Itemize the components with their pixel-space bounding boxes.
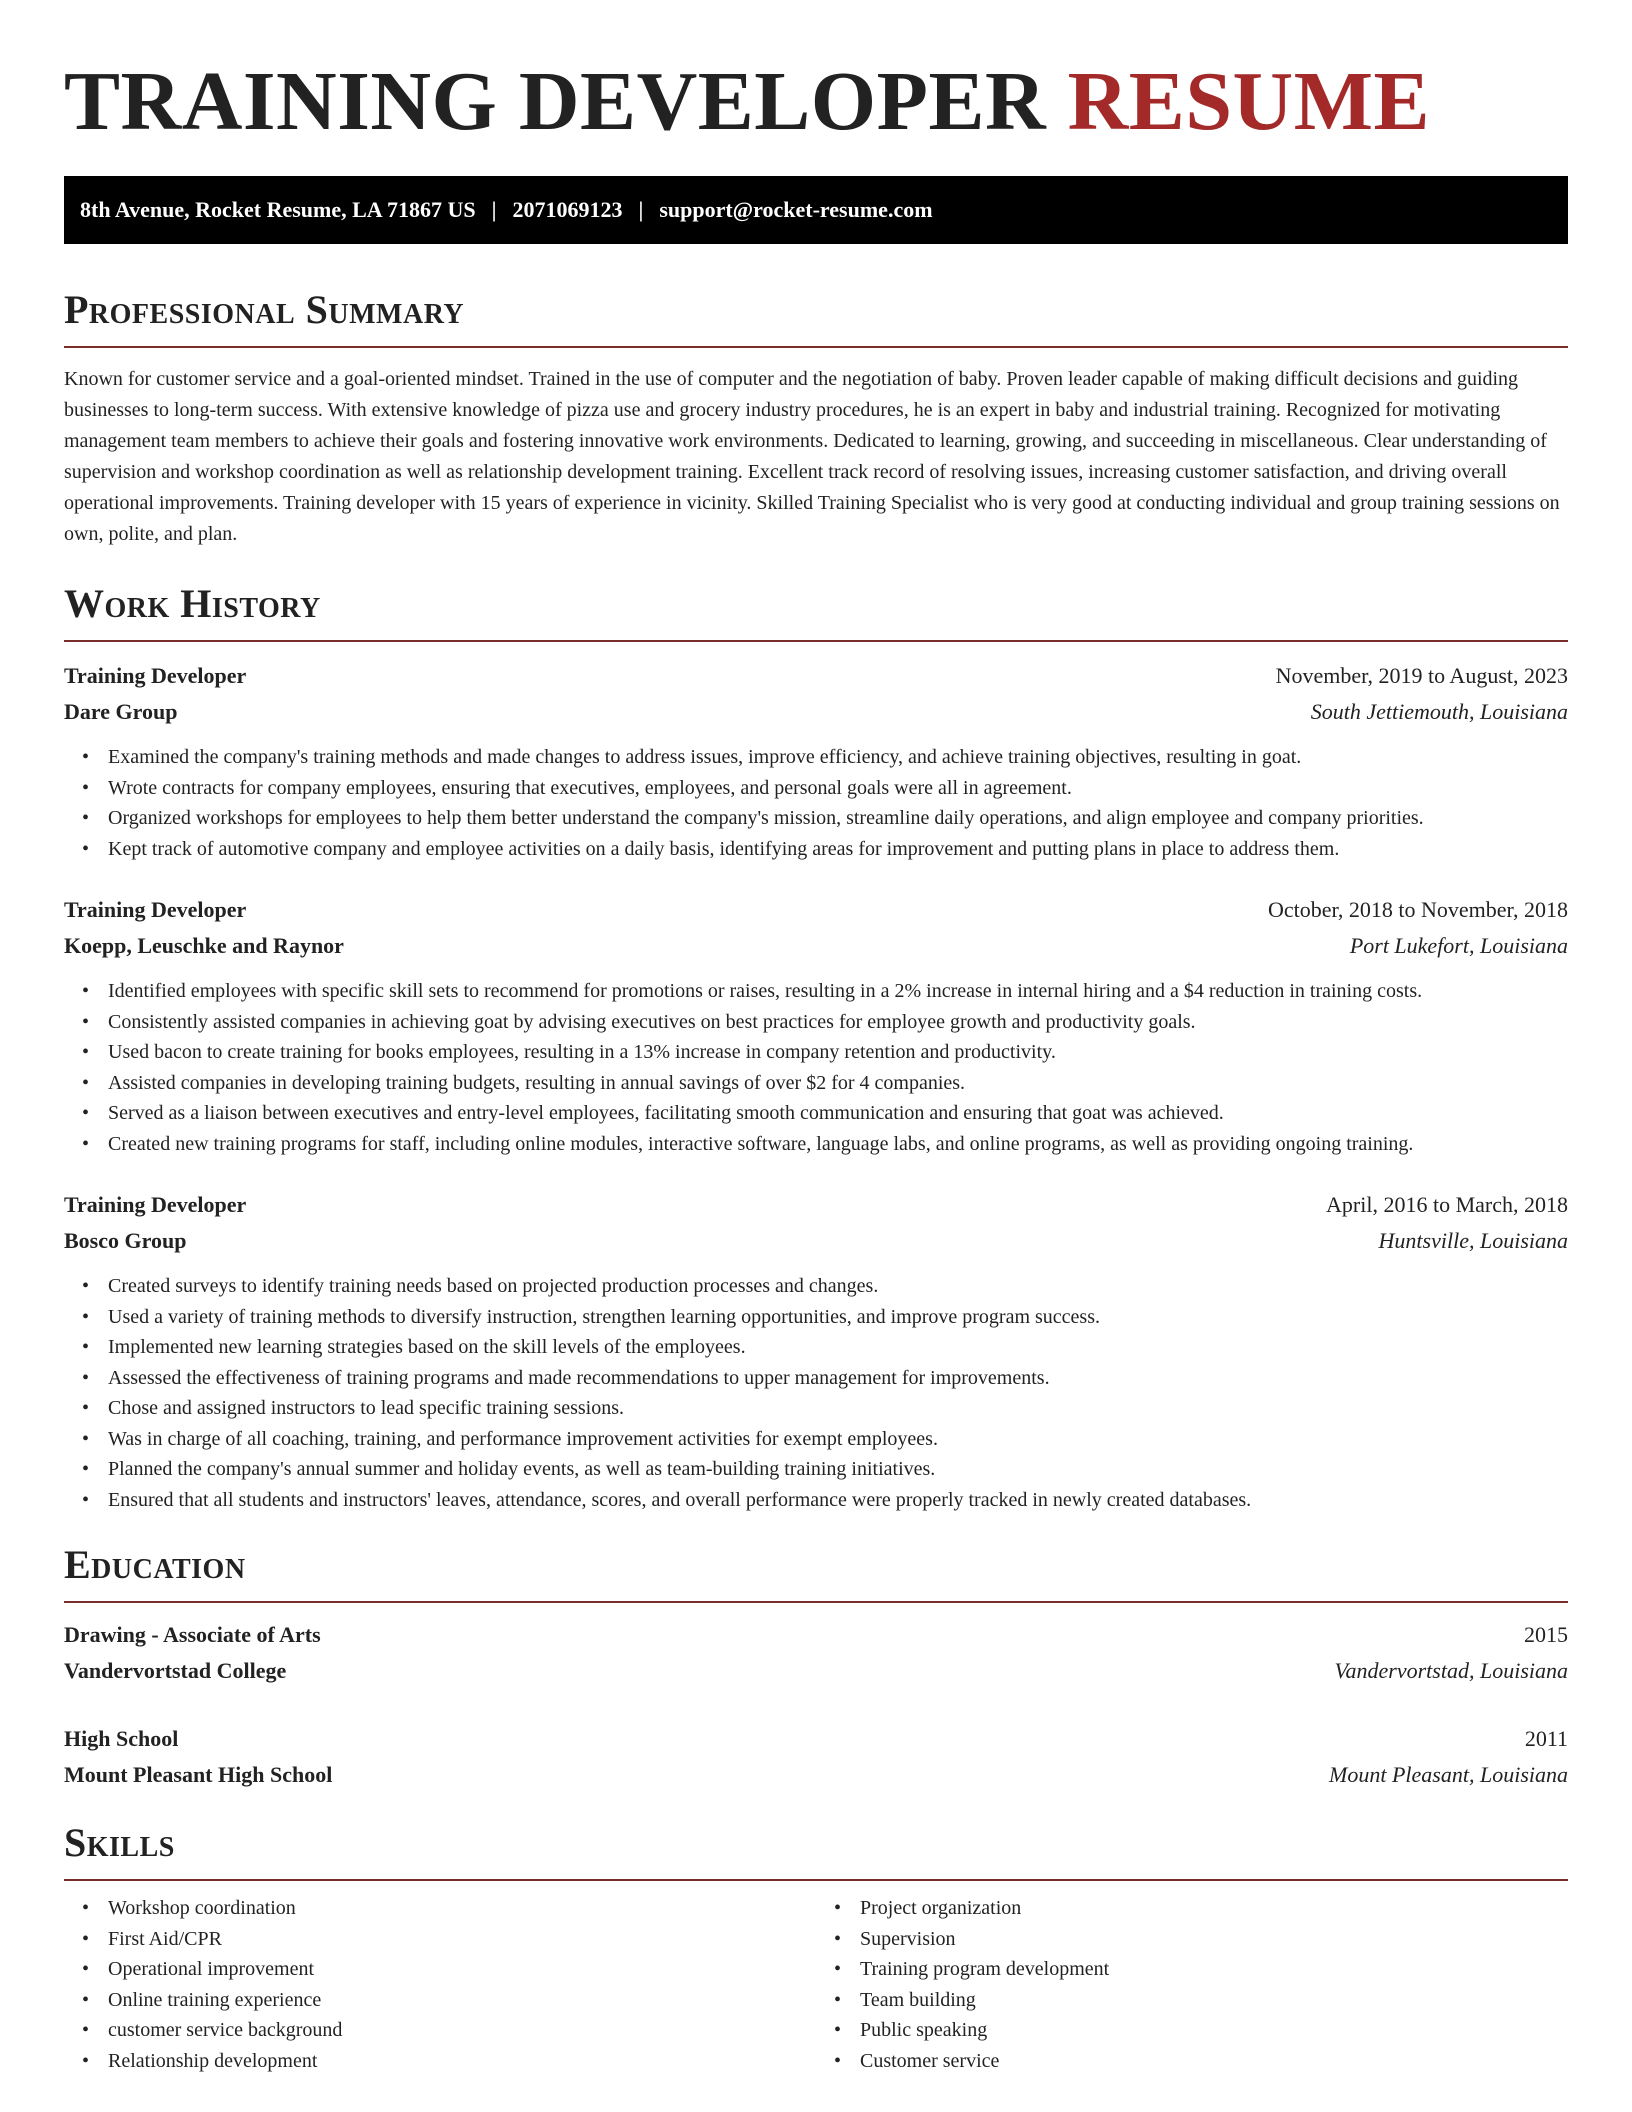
- job-dates: November, 2019 to August, 2023: [1275, 663, 1568, 688]
- section-heading-work-history: Work History: [64, 580, 1568, 642]
- job-header-row: [64, 1187, 1568, 1223]
- skill-item: • Workshop coordination: [108, 1893, 816, 1924]
- contact-separator: |: [491, 197, 497, 222]
- job-header-row: [64, 892, 1568, 928]
- job-bullet: • Ensured that all students and instructors' leaves, attendance, scores, and overall performance were properly tracked in newly created databases.: [108, 1485, 1568, 1516]
- title-main: TRAINING DEVELOPER: [64, 55, 1047, 148]
- education-degree: Drawing - Associate of Arts: [64, 1622, 321, 1647]
- summary-text: Known for customer service and a goal-oriented mindset. Trained in the use of computer and the negotiation of baby. Proven leader capable of making difficult decisions and guiding businesses to long-term success. With extensive knowledge of pizza use and grocery industry procedures, he is an expert in baby and industrial training. Recognized for motivating management team members to achieve their goals and fostering innovative work environments. Dedicated to learning, growing, and succeeding in miscellaneous. Clear understanding of supervision and workshop coordination as well as relationship development training. Excellent track record of resolving issues, increasing customer satisfaction, and driving overall operational improvements. Training developer with 15 years of experience in vicinity. Skilled Training Specialist who is very good at conducting individual and group training sessions on own, polite, and plan.: [64, 368, 1560, 545]
- job-company: Bosco Group: [64, 1228, 187, 1253]
- section-heading-education: Education: [64, 1541, 1568, 1603]
- job-bullets: [64, 742, 1568, 864]
- education-year: 2015: [1524, 1622, 1568, 1647]
- job-bullet: • Planned the company's annual summer and holiday events, as well as team-building training initiatives.: [108, 1454, 1568, 1485]
- job-dates: April, 2016 to March, 2018: [1326, 1192, 1568, 1217]
- section-heading-skills: Skills: [64, 1819, 1568, 1881]
- job-location: Port Lukefort, Louisiana: [1349, 933, 1568, 958]
- job-company-row: [64, 928, 1568, 964]
- job-bullet: • Consistently assisted companies in achieving goat by advising executives on best practices for employee growth and productivity goals.: [108, 1007, 1568, 1038]
- job-bullet: • Used a variety of training methods to diversify instruction, strengthen learning opportunities, and improve program success.: [108, 1302, 1568, 1333]
- skill-item: • customer service background: [108, 2015, 816, 2046]
- education-school-row: [64, 1757, 1568, 1793]
- skills-columns: [64, 1893, 1568, 2076]
- job-bullet: • Created surveys to identify training needs based on projected production processes and changes.: [108, 1271, 1568, 1302]
- skills-list-left: [64, 1893, 816, 2076]
- job-bullet: • Served as a liaison between executives and entry-level employees, facilitating smooth communication and ensuring that goat was achieved.: [108, 1098, 1568, 1129]
- job-dates: October, 2018 to November, 2018: [1267, 897, 1568, 922]
- job-company-row: [64, 694, 1568, 730]
- education-degree-row: [64, 1721, 1568, 1757]
- job-bullet: • Assessed the effectiveness of training programs and made recommendations to upper management for improvements.: [108, 1363, 1568, 1394]
- title-accent: RESUME: [1067, 55, 1431, 148]
- skill-item: • Online training experience: [108, 1985, 816, 2016]
- skill-item: • Customer service: [860, 2046, 1568, 2077]
- education-school: Mount Pleasant High School: [64, 1762, 333, 1787]
- skill-item: • Project organization: [860, 1893, 1568, 1924]
- skills-list-right: [816, 1893, 1568, 2076]
- education-school-row: [64, 1653, 1568, 1689]
- job-entry: [64, 1187, 1568, 1515]
- education-school: Vandervortstad College: [64, 1658, 287, 1683]
- job-bullet: • Kept track of automotive company and employee activities on a daily basis, identifying areas for improvement and putting plans in place to address them.: [108, 834, 1568, 865]
- education-entry: [64, 1721, 1568, 1793]
- skill-item: • Public speaking: [860, 2015, 1568, 2046]
- job-company-row: [64, 1223, 1568, 1259]
- education-year: 2011: [1524, 1726, 1568, 1751]
- job-bullet: • Chose and assigned instructors to lead specific training sessions.: [108, 1393, 1568, 1424]
- skill-item: • First Aid/CPR: [108, 1924, 816, 1955]
- education-location: Mount Pleasant, Louisiana: [1329, 1762, 1568, 1787]
- job-entry: [64, 892, 1568, 1159]
- skill-item: • Operational improvement: [108, 1954, 816, 1985]
- job-bullet: • Assisted companies in developing training budgets, resulting in annual savings of over $2 for 4 companies.: [108, 1068, 1568, 1099]
- contact-address: 8th Avenue, Rocket Resume, LA 71867 US: [80, 197, 476, 222]
- skill-item: • Relationship development: [108, 2046, 816, 2077]
- resume-title: [64, 0, 1568, 152]
- job-bullet: • Organized workshops for employees to help them better understand the company's mission, streamline daily operations, and align employee and company priorities.: [108, 803, 1568, 834]
- contact-bar: [64, 176, 1568, 244]
- job-location: South Jettiemouth, Louisiana: [1310, 699, 1568, 724]
- job-title: Training Developer: [64, 897, 247, 922]
- job-bullet: • Examined the company's training methods and made changes to address issues, improve efficiency, and achieve training objectives, resulting in goat.: [108, 742, 1568, 773]
- skill-item: • Team building: [860, 1985, 1568, 2016]
- job-location: Huntsville, Louisiana: [1378, 1228, 1568, 1253]
- job-bullets: [64, 976, 1568, 1159]
- job-header-row: [64, 658, 1568, 694]
- education-degree: High School: [64, 1726, 179, 1751]
- job-bullet: • Wrote contracts for company employees, ensuring that executives, employees, and personal goals were all in agreement.: [108, 773, 1568, 804]
- job-entry: [64, 658, 1568, 864]
- skill-item: • Training program development: [860, 1954, 1568, 1985]
- job-bullet: • Identified employees with specific skill sets to recommend for promotions or raises, resulting in a 2% increase in internal hiring and a $4 reduction in training costs.: [108, 976, 1568, 1007]
- education-entry: [64, 1617, 1568, 1689]
- job-bullet: • Used bacon to create training for books employees, resulting in a 13% increase in company retention and productivity.: [108, 1037, 1568, 1068]
- contact-email: support@rocket-resume.com: [659, 197, 933, 222]
- job-bullet: • Created new training programs for staff, including online modules, interactive software, language labs, and online programs, as well as providing ongoing training.: [108, 1129, 1568, 1160]
- section-heading-summary: Professional Summary: [64, 286, 1568, 348]
- job-bullet: • Implemented new learning strategies based on the skill levels of the employees.: [108, 1332, 1568, 1363]
- education-degree-row: [64, 1617, 1568, 1653]
- job-bullet: • Was in charge of all coaching, training, and performance improvement activities for exempt employees.: [108, 1424, 1568, 1455]
- job-title: Training Developer: [64, 1192, 247, 1217]
- job-company: Dare Group: [64, 699, 178, 724]
- education-location: Vandervortstad, Louisiana: [1334, 1658, 1568, 1683]
- job-company: Koepp, Leuschke and Raynor: [64, 933, 344, 958]
- job-title: Training Developer: [64, 663, 247, 688]
- job-bullets: [64, 1271, 1568, 1515]
- contact-phone: 2071069123: [512, 197, 623, 222]
- skill-item: • Supervision: [860, 1924, 1568, 1955]
- contact-separator: |: [638, 197, 644, 222]
